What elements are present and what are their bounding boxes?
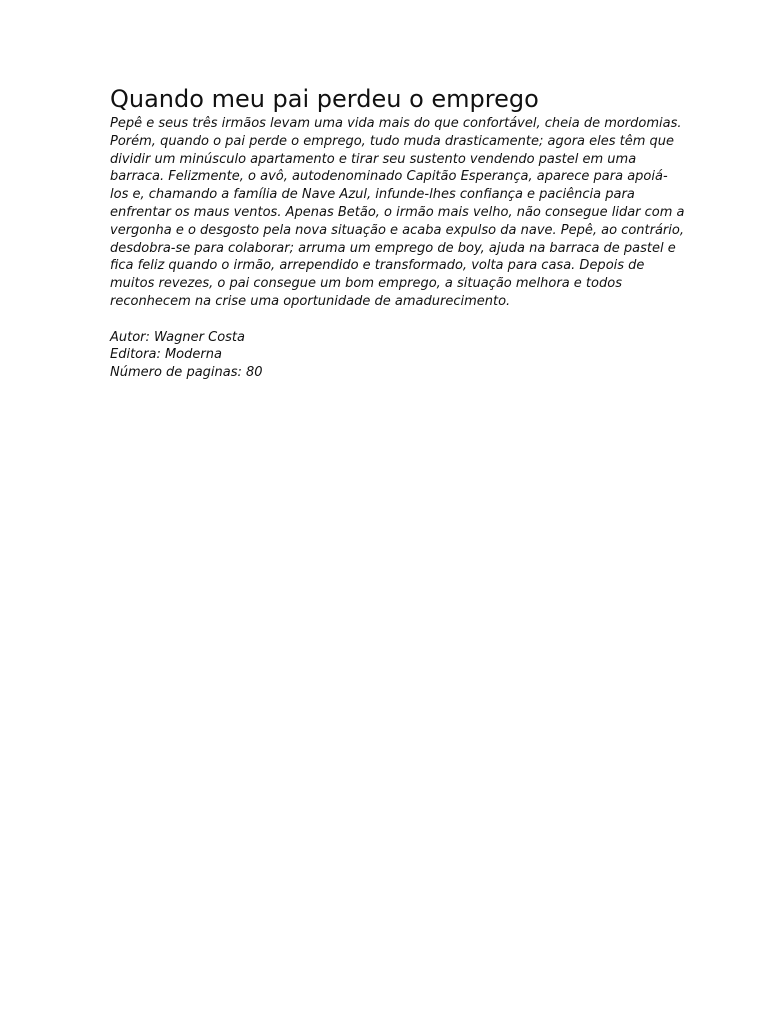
synopsis-line: enfrentar os maus ventos. Apenas Betão, o irmão mais velho, não consegue lidar com a bbox=[110, 204, 685, 220]
book-metadata bbox=[110, 329, 670, 382]
synopsis-line: Pepê e seus três irmãos levam uma vida mais do que confortável, cheia de mordomias. bbox=[110, 116, 682, 131]
author-line: Autor: Wagner Costa bbox=[110, 329, 245, 345]
synopsis-line: muitos revezes, o pai consegue um bom emprego, a situação melhora e todos bbox=[110, 276, 622, 292]
document-content bbox=[110, 83, 685, 382]
synopsis-line: barraca. Felizmente, o avô, autodenominado Capitão Esperança, aparece para apoiá- bbox=[110, 169, 668, 185]
synopsis-line: dividir um minúsculo apartamento e tirar seu sustento vendendo pastel em uma bbox=[110, 151, 637, 167]
page-count-line: Número de paginas: 80 bbox=[110, 365, 263, 381]
synopsis-line: los e, chamando a família de Nave Azul, infunde-lhes confiança e paciência para bbox=[110, 187, 635, 203]
synopsis-line: Porém, quando o pai perde o emprego, tudo muda drasticamente; agora eles têm que bbox=[110, 133, 675, 149]
synopsis-line: reconhecem na crise uma oportunidade de amadurecimento. bbox=[110, 293, 511, 309]
synopsis-line: fica feliz quando o irmão, arrependido e transformado, volta para casa. Depois de bbox=[110, 258, 645, 274]
synopsis-line: desdobra-se para colaborar; arruma um emprego de boy, ajuda na barraca de pastel e bbox=[110, 240, 676, 256]
synopsis-paragraph bbox=[110, 115, 685, 311]
document-title: Quando meu pai perdeu o emprego bbox=[110, 85, 539, 113]
publisher-line: Editora: Moderna bbox=[110, 347, 222, 363]
synopsis-line: vergonha e o desgosto pela nova situação e acaba expulso da nave. Pepê, ao contrário, bbox=[110, 222, 684, 238]
